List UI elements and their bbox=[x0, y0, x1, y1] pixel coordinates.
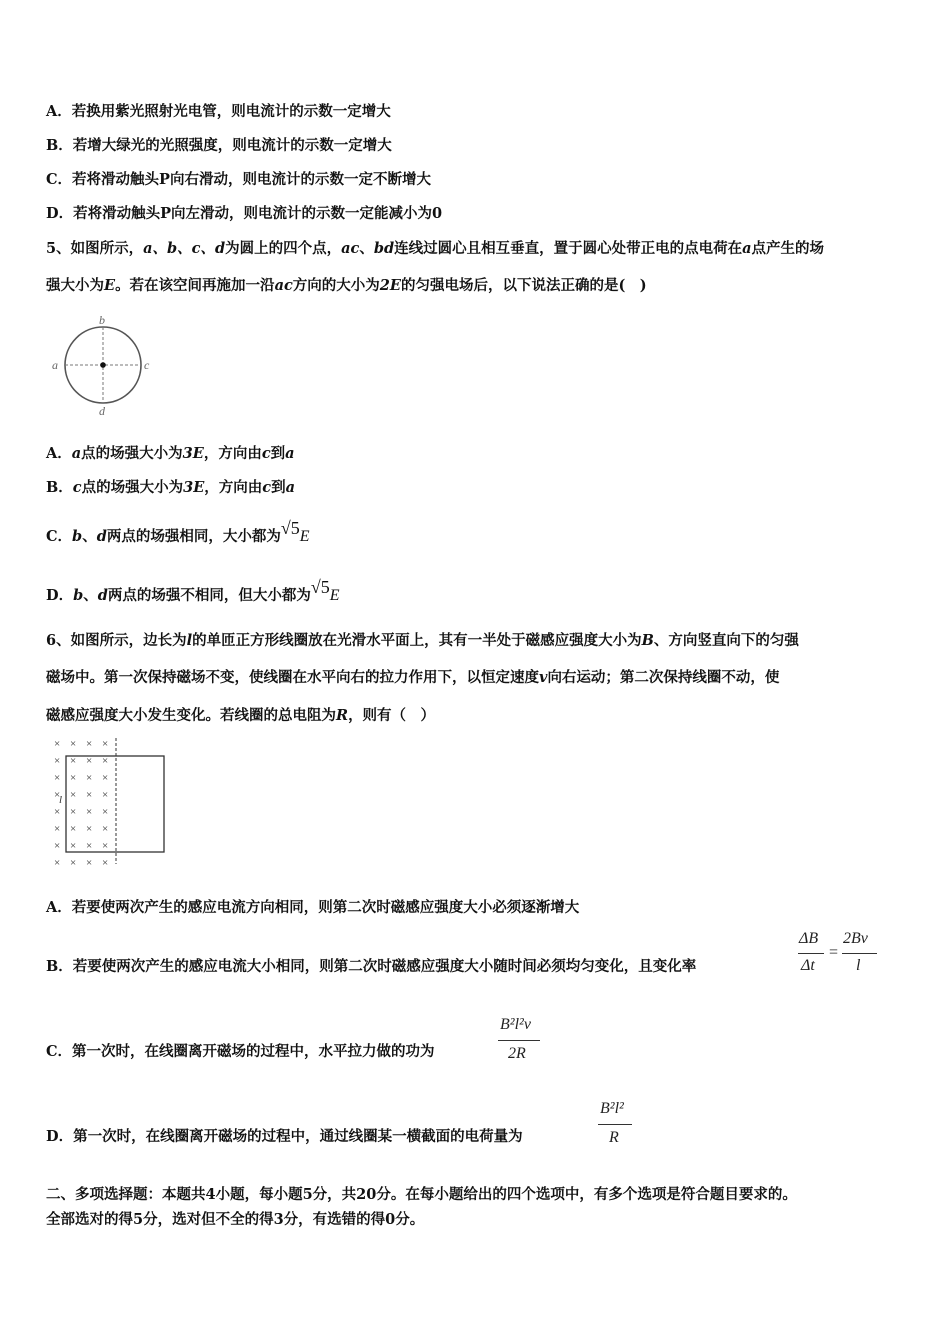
sqrt5: √5 bbox=[310, 577, 330, 597]
q6-stem-line2: 磁场中。第一次保持磁场不变，使线圈在水平向右的拉力作用下，以恒定速度v向右运动；第二次保持线圈不动，使 bbox=[46, 669, 780, 686]
field-x-mark: × bbox=[86, 772, 93, 784]
q5-stem-line2: 强大小为E。若在该空间再施加一沿ac方向的大小为2E的匀强电场后，以下说法正确的是( ) bbox=[46, 277, 647, 294]
q6-option-c: C．第一次时，在线圈离开磁场的过程中，水平拉力做的功为 bbox=[46, 1043, 435, 1060]
field-x-mark: × bbox=[86, 840, 93, 852]
q6-option-b-fraction-lhs: ΔB Δt bbox=[798, 930, 826, 978]
label-d: d bbox=[99, 404, 105, 418]
q6-option-b: B．若要使两次产生的感应电流大小相同，则第二次时磁感应强度大小随时间必须均匀变化，且变化率 bbox=[46, 958, 697, 975]
q4-option-b: B．若增大绿光的光照强度，则电流计的示数一定增大 bbox=[46, 137, 392, 154]
field-x-mark: × bbox=[86, 823, 93, 835]
field-x-marks bbox=[54, 738, 108, 868]
sqrt5: √5 bbox=[280, 518, 300, 538]
field-x-mark: × bbox=[54, 738, 61, 750]
field-x-mark: × bbox=[102, 857, 109, 868]
field-x-mark: × bbox=[102, 840, 109, 852]
field-x-mark: × bbox=[70, 772, 77, 784]
field-x-mark: × bbox=[54, 857, 61, 868]
field-x-mark: × bbox=[86, 857, 93, 868]
center-charge bbox=[100, 362, 106, 368]
q5-option-c: C．b、d两点的场强相同，大小都为√5E bbox=[46, 518, 310, 545]
label-b: b bbox=[99, 313, 105, 327]
label-c: c bbox=[144, 358, 150, 372]
field-x-mark: × bbox=[54, 772, 61, 784]
field-x-mark: × bbox=[102, 755, 109, 767]
field-x-mark: × bbox=[54, 755, 61, 767]
field-x-mark: × bbox=[70, 857, 77, 868]
q5-stem-line1: 5、如图所示，a、b、c、d为圆上的四个点，ac、bd连线过圆心且相互垂直，置于圆心处带正电的点电荷在a点产生的场 bbox=[46, 240, 825, 257]
field-x-mark: × bbox=[86, 789, 93, 801]
field-x-mark: × bbox=[70, 840, 77, 852]
q4-option-a: A．若换用紫光照射光电管，则电流计的示数一定增大 bbox=[46, 103, 391, 120]
q5-option-a: A．a点的场强大小为3E，方向由c到a bbox=[46, 445, 295, 462]
field-x-mark: × bbox=[70, 789, 77, 801]
q4-option-d: D．若将滑动触头P向左滑动，则电流计的示数一定能减小为0 bbox=[46, 205, 443, 222]
field-x-mark: × bbox=[86, 738, 93, 750]
section2-line1: 二、多项选择题：本题共4小题，每小题5分，共20分。在每小题给出的四个选项中，有多个选项是符合题目要求的。 bbox=[46, 1186, 797, 1203]
field-x-mark: × bbox=[70, 738, 77, 750]
field-x-mark: × bbox=[102, 738, 109, 750]
q5-option-d: D．b、d两点的场强不相同，但大小都为√5E bbox=[46, 577, 340, 604]
field-x-mark: × bbox=[86, 806, 93, 818]
field-x-mark: × bbox=[86, 755, 93, 767]
q6-option-c-fraction: B²l²v 2R bbox=[498, 1016, 542, 1066]
square-coil bbox=[66, 756, 164, 852]
q6-stem-line3: 磁感应强度大小发生变化。若线圈的总电阻为R，则有（ ） bbox=[46, 707, 436, 724]
field-x-mark: × bbox=[102, 806, 109, 818]
q6-option-b-fraction-rhs: 2Bv l bbox=[842, 930, 878, 978]
field-x-mark: × bbox=[102, 772, 109, 784]
field-x-mark: × bbox=[70, 823, 77, 835]
label-a: a bbox=[52, 358, 58, 372]
section2-line2: 全部选对的得5分，选对但不全的得3分，有选错的得0分。 bbox=[46, 1211, 425, 1228]
q6-option-d-fraction: B²l² R bbox=[598, 1100, 634, 1150]
q5-option-b: B．c点的场强大小为3E，方向由c到a bbox=[46, 479, 296, 496]
q6-option-b-equals: = bbox=[829, 944, 839, 961]
label-l: l bbox=[59, 794, 63, 806]
field-x-mark: × bbox=[54, 806, 61, 818]
q6-option-a: A．若要使两次产生的感应电流方向相同，则第二次时磁感应强度大小必须逐渐增大 bbox=[46, 899, 580, 916]
field-x-mark: × bbox=[102, 823, 109, 835]
q5-circle-figure bbox=[48, 312, 158, 420]
field-x-mark: × bbox=[102, 789, 109, 801]
field-x-mark: × bbox=[54, 789, 61, 801]
q6-option-d: D．第一次时，在线圈离开磁场的过程中，通过线圈某一横截面的电荷量为 bbox=[46, 1128, 523, 1145]
q4-option-c: C．若将滑动触头P向右滑动，则电流计的示数一定不断增大 bbox=[46, 171, 431, 188]
q6-coil-figure bbox=[48, 736, 170, 868]
field-x-mark: × bbox=[70, 806, 77, 818]
field-x-mark: × bbox=[70, 755, 77, 767]
q6-stem-line1: 6、如图所示，边长为l的单匝正方形线圈放在光滑水平面上，其有一半处于磁感应强度大小为B、方向竖直向下的匀强 bbox=[46, 632, 799, 649]
field-x-mark: × bbox=[54, 823, 61, 835]
field-x-mark: × bbox=[54, 840, 61, 852]
